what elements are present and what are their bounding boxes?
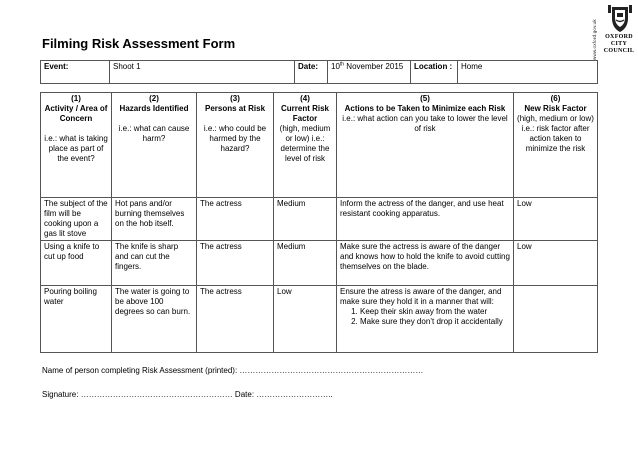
header-new-risk: (6) New Risk Factor (high, medium or low) i.e.: risk factor after action taken to minimize the risk xyxy=(514,93,598,198)
date-label: Date: xyxy=(295,61,328,84)
action-cell: Inform the actress of the danger, and use heat resistant cooking apparatus. xyxy=(337,198,514,241)
name-line: Name of person completing Risk Assessment (printed): …………………………………………………………… xyxy=(42,366,424,375)
header-activity: (1) Activity / Area of Concern i.e.: what is taking place as part of the event? xyxy=(41,93,112,198)
council-logo xyxy=(592,4,636,60)
current-risk-cell: Medium xyxy=(274,241,337,286)
logo-word-council: COUNCIL xyxy=(603,48,635,54)
list-item: 1. Keep their skin away from the water xyxy=(360,307,510,317)
persons-cell: The actress xyxy=(197,241,274,286)
current-risk-cell: Low xyxy=(274,286,337,353)
logo-word-city: CITY xyxy=(610,41,628,47)
table-row xyxy=(41,241,598,286)
hazard-cell: Hot pans and/or burning themselves on the hob itself. xyxy=(112,198,197,241)
logo-url-text: www.oxford.gov.uk xyxy=(592,19,597,60)
activity-cell: Pouring boiling water xyxy=(41,286,112,353)
new-risk-cell: Low xyxy=(514,241,598,286)
activity-cell: The subject of the film will be cooking upon a gas lit stove xyxy=(41,198,112,241)
event-label: Event: xyxy=(41,61,110,84)
current-risk-cell: Medium xyxy=(274,198,337,241)
signature-line: Signature: ………………………………………………… Date: ……………………….. xyxy=(42,390,333,399)
header-hazards: (2) Hazards Identified i.e.: what can cause harm? xyxy=(112,93,197,198)
action-text: Ensure the atress is aware of the danger, and make sure they hold it in a manner that will: xyxy=(340,287,502,306)
event-info-table xyxy=(40,60,598,84)
action-cell xyxy=(337,286,514,353)
form-title: Filming Risk Assessment Form xyxy=(42,36,236,51)
new-risk-cell xyxy=(514,286,598,353)
list-item: 2. Make sure they don’t drop it accidentally xyxy=(360,317,510,327)
action-list xyxy=(340,307,510,327)
date-value: 10th November 2015 xyxy=(328,61,411,84)
header-current-risk: (4) Current Risk Factor (high, medium or low) i.e.: determine the level of risk xyxy=(274,93,337,198)
header-row xyxy=(41,93,598,198)
persons-cell: The actress xyxy=(197,198,274,241)
hazard-cell: The knife is sharp and can cut the fingers. xyxy=(112,241,197,286)
crest-icon xyxy=(606,4,634,34)
event-value: Shoot 1 xyxy=(110,61,295,84)
header-actions: (5) Actions to be Taken to Minimize each Risk i.e.: what action can you take to lower the level of risk xyxy=(337,93,514,198)
table-row xyxy=(41,198,598,241)
header-persons: (3) Persons at Risk i.e.: who could be harmed by the hazard? xyxy=(197,93,274,198)
location-label: Location : xyxy=(411,61,458,84)
logo-word-oxford: OXFORD xyxy=(605,34,633,40)
new-risk-cell: Low xyxy=(514,198,598,241)
table-row xyxy=(41,286,598,353)
activity-cell: Using a knife to cut up food xyxy=(41,241,112,286)
risk-table xyxy=(40,92,598,353)
location-value: Home xyxy=(458,61,598,84)
persons-cell: The actress xyxy=(197,286,274,353)
action-cell: Make sure the actress is aware of the danger and knows how to hold the knife to avoid cutting themselves on the blade. xyxy=(337,241,514,286)
hazard-cell: The water is going to be above 100 degrees so can burn. xyxy=(112,286,197,353)
